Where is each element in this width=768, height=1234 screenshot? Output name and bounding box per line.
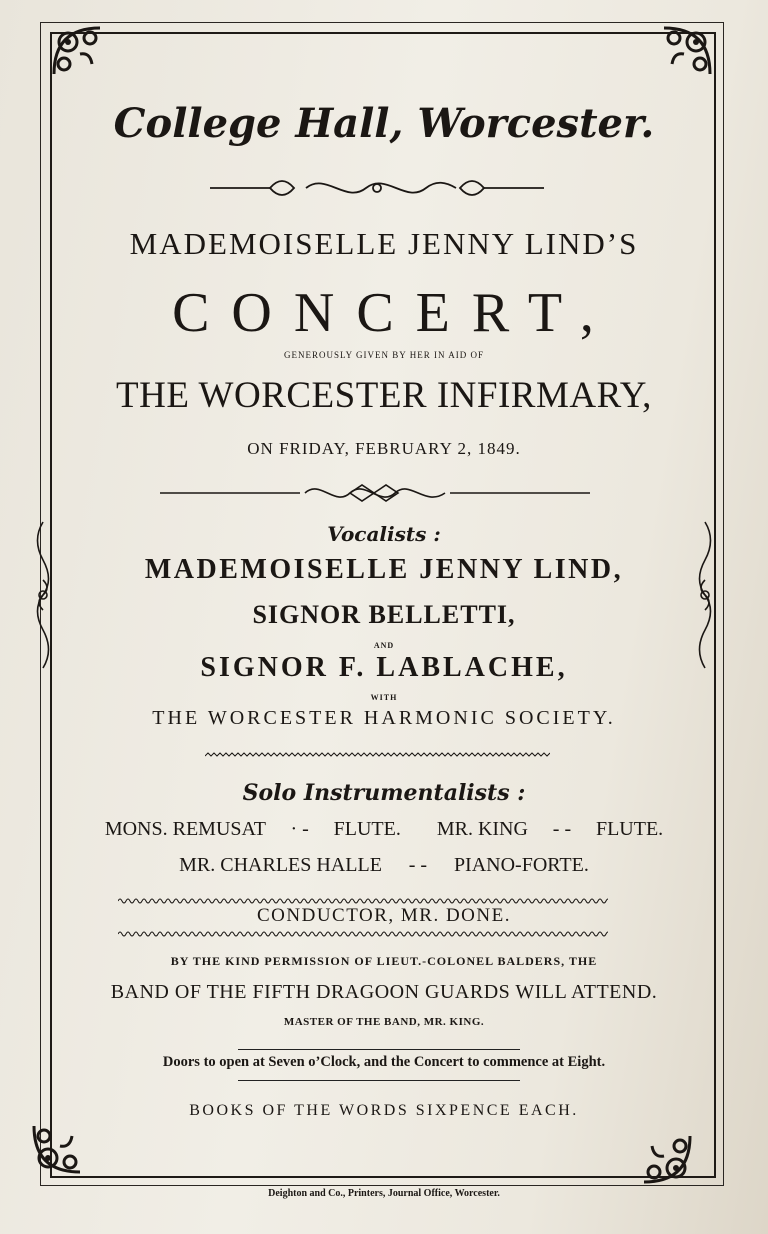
concert-title: CONCERT,: [172, 282, 616, 344]
divider-rule: [238, 1049, 520, 1050]
corner-ornament-icon: [652, 24, 714, 86]
harmonic-society: THE WORCESTER HARMONIC SOCIETY.: [152, 707, 616, 729]
conductor-line: CONDUCTOR, MR. DONE.: [257, 905, 511, 926]
headline: MADEMOISELLE JENNY LIND’S: [129, 226, 639, 261]
leader-dashes: - -: [408, 854, 428, 876]
vocalist-jenny-lind: MADEMOISELLE JENNY LIND,: [144, 554, 624, 585]
permission-line: BY THE KIND PERMISSION OF LIEUT.-COLONEL BALDERS, THE: [170, 954, 598, 968]
vocalist-belletti: SIGNOR BELLETTI,: [252, 600, 516, 629]
band-master-line: MASTER OF THE BAND, MR. KING.: [283, 1016, 485, 1028]
instrumentalist-row-1: [60, 818, 708, 841]
flourish-divider-icon: [160, 478, 590, 508]
concert-date: ON FRIDAY, FEBRUARY 2, 1849.: [247, 439, 521, 458]
performer-remusat: MONS. REMUSAT: [104, 818, 266, 840]
performer-halle: MR. CHARLES HALLE: [179, 854, 382, 876]
performer-king: MR. KING: [436, 818, 528, 840]
with-connector: WITH: [370, 693, 398, 702]
zigzag-rule-icon: [118, 928, 608, 940]
leader-dashes: · -: [290, 818, 309, 840]
and-connector: AND: [373, 641, 395, 650]
instrumentalists-heading: Solo Instrumentalists :: [242, 780, 526, 806]
doors-notice: Doors to open at Seven o’Clock, and the Concert to commence at Eight.: [162, 1054, 606, 1070]
zigzag-rule-icon: [205, 750, 550, 762]
corner-ornament-icon: [30, 1114, 92, 1176]
aid-line: GENEROUSLY GIVEN BY HER IN AID OF: [284, 350, 484, 360]
instrument-flute: FLUTE.: [595, 818, 664, 840]
corner-ornament-icon: [632, 1124, 694, 1186]
corner-ornament-icon: [50, 24, 112, 86]
instrument-piano-forte: PIANO-FORTE.: [453, 854, 589, 876]
instrument-flute: FLUTE.: [333, 818, 401, 840]
flourish-divider-icon: [210, 170, 544, 206]
instrumentalist-row-2: [60, 854, 708, 877]
vocalists-heading: Vocalists :: [327, 522, 441, 546]
books-notice: BOOKS OF THE WORDS SIXPENCE EACH.: [189, 1102, 579, 1119]
divider-rule: [238, 1080, 520, 1081]
side-scroll-ornament-icon: [30, 520, 56, 670]
venue-title: College Hall, Worcester.: [113, 100, 655, 147]
beneficiary: THE WORCESTER INFIRMARY,: [116, 375, 652, 416]
vocalist-lablache: SIGNOR F. LABLACHE,: [200, 652, 568, 683]
band-attend-line: BAND OF THE FIFTH DRAGOON GUARDS WILL ATTEND.: [110, 981, 658, 1003]
printer-imprint: Deighton and Co., Printers, Journal Office, Worcester.: [268, 1188, 500, 1199]
leader-dashes: - -: [552, 818, 572, 840]
